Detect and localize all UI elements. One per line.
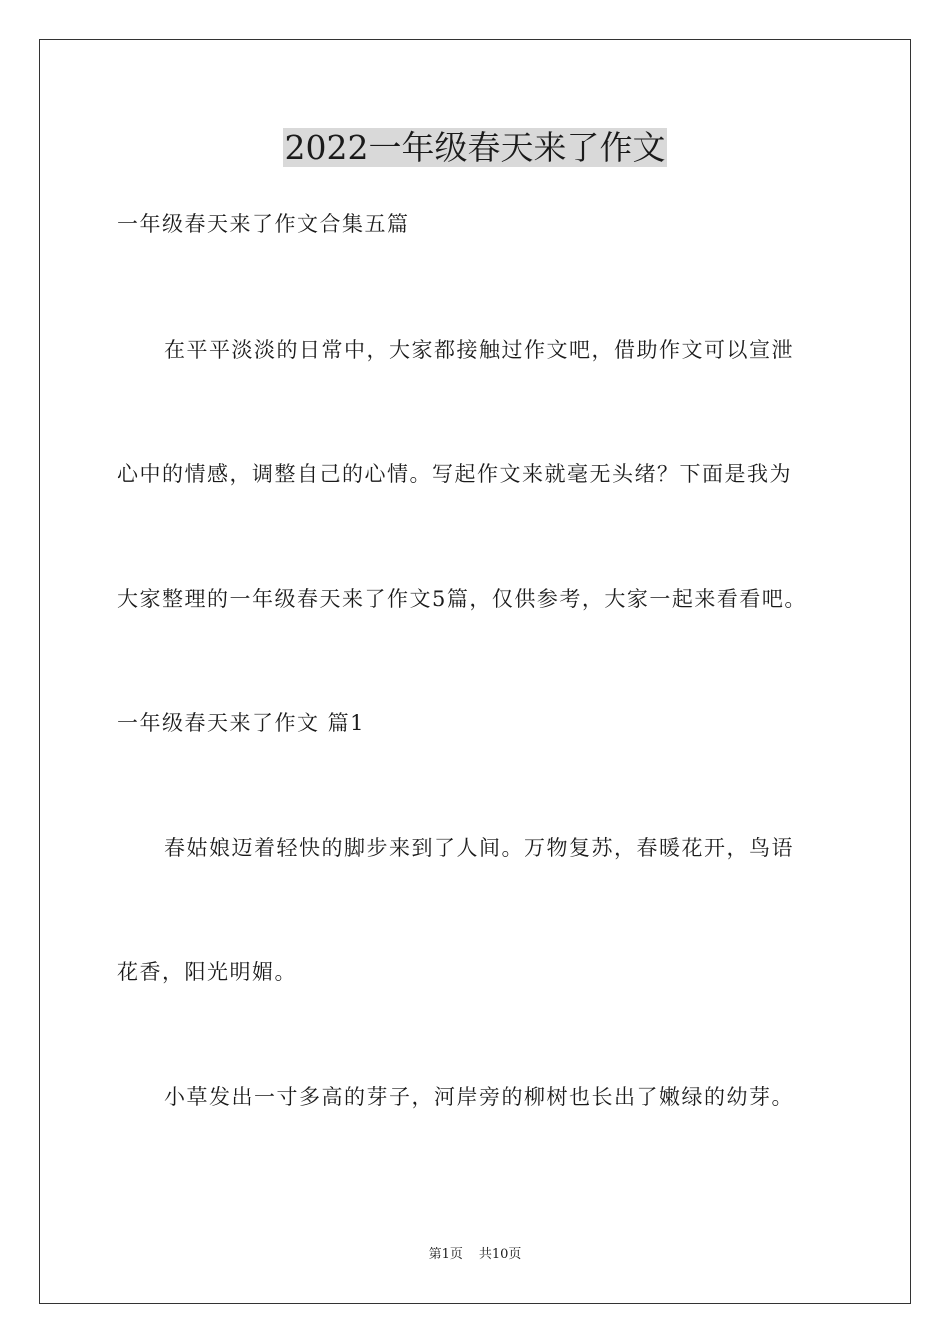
body-line-3: 小草发出一寸多高的芽子，河岸旁的柳树也长出了嫩绿的幼芽。 bbox=[164, 1085, 794, 1109]
document-subtitle: 一年级春天来了作文合集五篇 bbox=[117, 212, 410, 236]
intro-line-1: 在平平淡淡的日常中，大家都接触过作文吧，借助作文可以宣泄 bbox=[164, 338, 794, 362]
page-footer bbox=[0, 1246, 950, 1264]
page-number-total: 共10页 bbox=[478, 1247, 522, 1262]
body-line-1: 春姑娘迈着轻快的脚步来到了人间。万物复苏，春暖花开，鸟语 bbox=[164, 836, 794, 860]
body-line-2: 花香，阳光明媚。 bbox=[117, 960, 297, 984]
document-title-text: 2022一年级春天来了作文 bbox=[284, 128, 666, 167]
intro-line-2: 心中的情感，调整自己的心情。写起作文来就毫无头绪？下面是我为 bbox=[117, 462, 792, 486]
document-title bbox=[0, 126, 950, 170]
page-number-current: 第1页 bbox=[428, 1247, 463, 1262]
section-heading: 一年级春天来了作文 篇1 bbox=[117, 711, 366, 735]
intro-line-3: 大家整理的一年级春天来了作文5篇，仅供参考，大家一起来看看吧。 bbox=[117, 587, 807, 611]
